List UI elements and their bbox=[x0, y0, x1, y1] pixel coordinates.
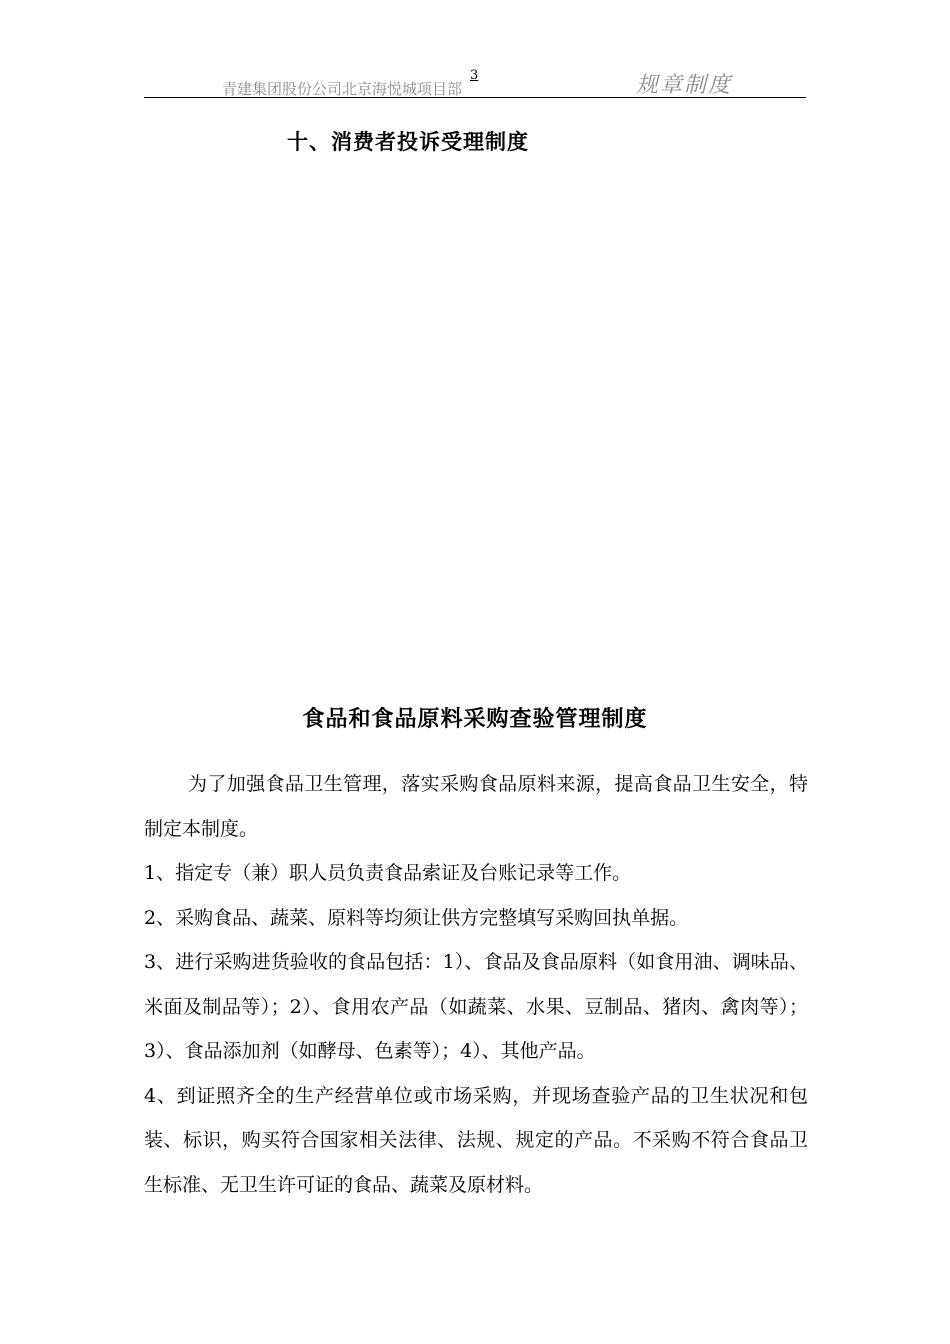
section-heading: 十、消费者投诉受理制度 bbox=[287, 130, 529, 154]
document-body bbox=[144, 762, 808, 1207]
header-section-label: 规章制度 bbox=[636, 73, 733, 98]
page-number: 3 bbox=[470, 68, 479, 83]
list-item: 1、指定专（兼）职人员负责食品索证及台账记录等工作。 bbox=[144, 862, 632, 884]
list-item: 2、采购食品、蔬菜、原料等均须让供方完整填写采购回执单据。 bbox=[144, 906, 689, 929]
intro-paragraph: 为了加强食品卫生管理，落实采购食品原料来源，提高食品卫生安全，特制定本制度。 bbox=[144, 773, 808, 840]
header-company: 青建集团股份公司北京海悦城项目部 bbox=[222, 80, 463, 98]
document-title: 食品和食品原料采购查验管理制度 bbox=[302, 707, 648, 732]
list-item: 4、到证照齐全的生产经营单位或市场采购，并现场查验产品的卫生状况和包装、标识，购买符合国家相关法律、法规、规定的产品。不采购不符合食品卫生标准、无卫生许可证的食品、蔬菜及原材料。 bbox=[144, 1084, 808, 1196]
list-item: 3、进行采购进货验收的食品包括：1）、食品及食品原料（如食用油、调味品、米面及制品等）；2）、食用农产品（如蔬菜、水果、豆制品、猪肉、禽肉等）；3）、食品添加剂（如酵母、色素等）；4）、其他产品。 bbox=[144, 951, 808, 1062]
page-header bbox=[144, 66, 806, 98]
